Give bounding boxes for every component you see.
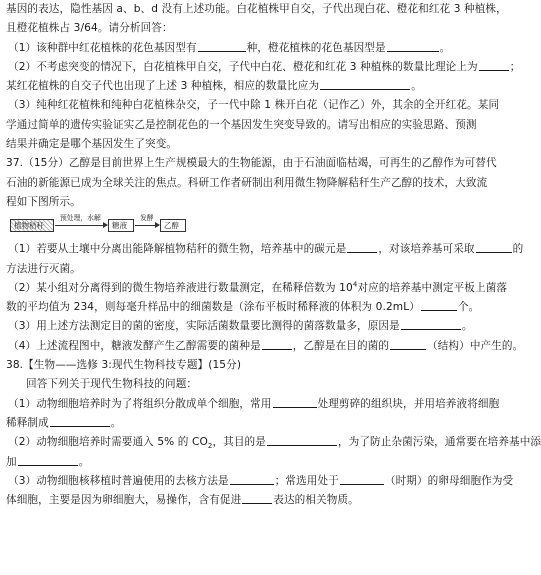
text-line: [6, 298, 515, 317]
answer-blank[interactable]: [230, 473, 274, 485]
question-37-1: [6, 240, 524, 259]
answer-blank[interactable]: [347, 241, 377, 253]
exponent: 4: [352, 280, 358, 289]
question-text: （3）用上述方法测定目的菌的密度，实际活菌数量要比测得的菌落数量多，原因是: [8, 320, 400, 333]
answer-blank[interactable]: [479, 59, 509, 71]
question-text: 体细胞，主要是因为卵细胞大，易操作，含有促进: [6, 494, 242, 507]
text-line: [6, 453, 515, 472]
question-text: （2）不考虑突变的情况下，白花植株甲自交，子代中白花、橙花和红花 3 种植株的数量比理论上为: [8, 60, 478, 73]
question-2: [6, 58, 521, 77]
question-text: ；: [509, 60, 521, 73]
answer-blank[interactable]: [198, 40, 246, 52]
text-line: [6, 414, 515, 433]
flow-label-ferment: 发酵: [140, 214, 154, 223]
question-text: 。: [110, 416, 122, 429]
question-text: 对应的培养基中测定平板上菌落: [357, 281, 508, 294]
question-text: ，对该培养基可采取: [378, 243, 475, 256]
answer-blank[interactable]: [262, 338, 292, 350]
question-text: 。: [439, 41, 451, 54]
question-text: 稀释制成: [6, 416, 49, 429]
question-38-3: [6, 472, 515, 491]
answer-blank[interactable]: [320, 78, 410, 90]
text-line: 结果并确定是哪个基因发生了突变。: [6, 138, 178, 151]
question-text: （1）该种群中红花植株的花色基因型有: [8, 41, 197, 54]
arrow-icon: [135, 225, 159, 226]
question-38-header: 38.【生物——选修 3:现代生物科技专题】(15分): [6, 359, 242, 372]
answer-blank[interactable]: [242, 492, 272, 504]
answer-blank[interactable]: [50, 415, 110, 427]
flow-box-ethanol: 乙醇: [160, 219, 186, 232]
question-3: （3）纯种红花植株和纯种白花植株杂交，子一代中除 1 株开白花（记作乙）外，其余的全开红花。某同: [8, 99, 500, 112]
question-text: 种，橙花植株的花色基因型是: [246, 41, 386, 54]
question-text: 某红花植株的自交子代也出现了上述 3 种植株，相应的数量比应为: [6, 80, 320, 93]
answer-blank[interactable]: [401, 318, 461, 330]
answer-blank[interactable]: [387, 40, 439, 52]
question-text: 加: [6, 455, 17, 468]
question-text: （4）上述流程图中，糖液发酵产生乙醇需要的菌种是: [8, 339, 261, 352]
question-37-4: [6, 337, 524, 356]
question-text: （结构）中产生的。: [427, 339, 524, 352]
question-37-stem: 37.（15分）乙醇是目前世界上生产规模最大的生物能源，由于石油面临枯竭，可再生的乙醇作为可替代: [6, 157, 497, 170]
question-37-3: [6, 317, 515, 336]
question-text: 的: [512, 243, 524, 256]
answer-blank[interactable]: [18, 454, 78, 466]
question-text: （1）若要从土壤中分离出能降解植物秸秆的微生物，培养基中的碳元是: [8, 243, 347, 256]
text-line: 石油的新能源已成为全球关注的焦点。科研工作者研制出利用微生物降解秸秆生产乙醇的技术，大致流: [6, 176, 488, 189]
text-line: 回答下列关于现代生物科技的问题：: [26, 378, 198, 391]
question-text: ，其目的是: [212, 436, 266, 449]
text-line: 程如下图所示。: [6, 195, 81, 208]
answer-blank[interactable]: [476, 241, 512, 253]
question-text: 个。: [457, 301, 480, 314]
text-line: 学通过简单的遗传实验证实乙是控制花色的一个基因发生突变导致的。请写出相应的实验思路、预测: [6, 118, 477, 131]
question-text: 。: [461, 320, 473, 333]
text-line: 方法进行灭菌。: [6, 262, 81, 275]
question-text: （3）动物细胞核移植时普遍使用的去核方法是: [8, 474, 229, 487]
answer-blank[interactable]: [340, 473, 384, 485]
question-38-2: [6, 433, 541, 452]
text-line: [6, 77, 515, 96]
question-38-1: [6, 395, 515, 414]
question-text: 数的平均值为 234，则每毫升样品中的细菌数是（涂布平板时稀释液的体积为 0.2mL）: [6, 301, 420, 314]
question-text: 处理剪碎的组织块，并用培养液将细胞: [317, 397, 500, 410]
question-text: ，为了防止杂菌污染，通常要在培养基中添: [337, 436, 541, 449]
question-text: （2）某小组对分离得到的微生物培养液进行数量测定，在稀释倍数为 10: [8, 281, 353, 294]
text-line: [6, 491, 515, 510]
arrow-icon: [55, 225, 107, 226]
process-flowchart: [6, 212, 515, 240]
flow-box-sugar: 糖液: [108, 219, 134, 232]
question-text: 。: [411, 80, 422, 93]
question-text: （时期）的卵母细胞作为受: [384, 474, 514, 487]
text-line: 基因的表达，隐性基因 a、b、d 没有上述功能。白花植株甲自交，子代出现白花、橙花和红花 3 种植株，: [6, 3, 507, 15]
question-text: （2）动物细胞培养时需要通入 5% 的 CO: [8, 436, 208, 449]
question-text: ；常选用处于: [274, 474, 339, 487]
answer-blank[interactable]: [267, 434, 337, 446]
question-text: 。: [78, 455, 90, 468]
flow-label-pretreat: 预处理，水解: [60, 214, 101, 223]
question-text: ，乙醇是在目的菌的: [292, 339, 390, 352]
question-text: （1）动物细胞培养时为了将组织分散成单个细胞，常用: [8, 397, 272, 410]
question-text: 表达的相关物质。: [273, 494, 359, 507]
answer-blank[interactable]: [273, 396, 317, 408]
answer-blank[interactable]: [421, 299, 457, 311]
answer-blank[interactable]: [390, 338, 426, 350]
question-37-2: [6, 279, 515, 298]
text-line: 且橙花植株占 3/64。请分析回答：: [6, 22, 173, 35]
question-1: [6, 39, 515, 58]
flow-box-straw: 植物秸秆: [10, 219, 54, 232]
subscript: 2: [207, 442, 213, 451]
